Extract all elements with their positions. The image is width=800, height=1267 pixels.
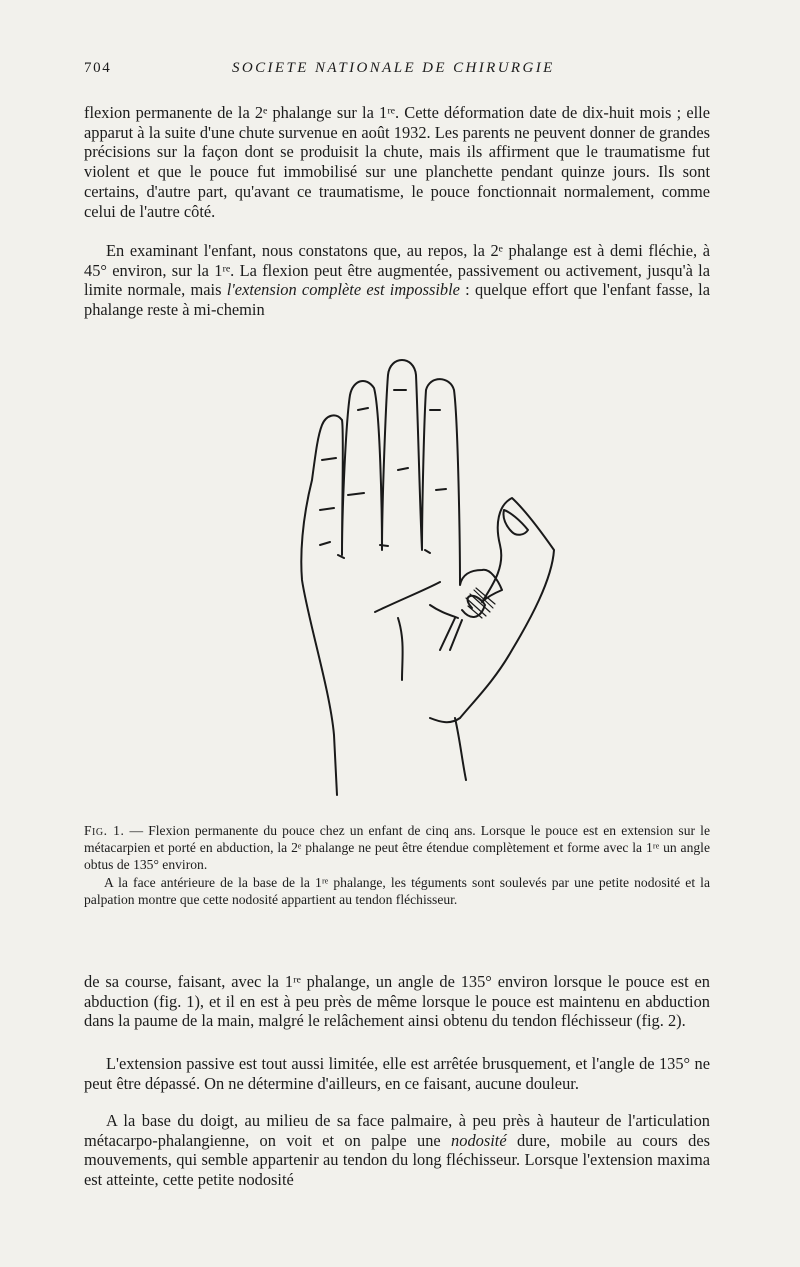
paragraph-2-emphasis: l'extension complète est impossible <box>226 280 460 300</box>
paragraph-5-text-b: dure, mobile au cours des mouvements, qui semble appartenir au tendon du long fléchisseur. Lorsque l'extension maxima est atteinte, cette petite nodosité <box>84 1130 711 1190</box>
hand-drawing <box>290 350 570 800</box>
palm-lines <box>375 582 485 680</box>
caption-label: Fig. 1. <box>84 823 125 838</box>
caption-text-1: — Flexion permanente du pouce chez un enfant de cinq ans. Lorsque le pouce est en extension sur le métacarpien et porté en abduction, la 2ᵉ phalange ne peut être étendue complètement et forme avec la 1ʳᵉ un angle obtus de 135° environ. <box>84 823 710 873</box>
page-number: 704 <box>84 60 112 76</box>
figure-caption <box>84 822 710 908</box>
paragraph-3: de sa course, faisant, avec la 1ʳᵉ phalange, un angle de 135° environ lorsque le pouce est en abduction (fig. 1), et il en est à peu près de même lorsque le pouce est maintenu en abduction dans la paume de la main, malgré le relâchement ainsi obtenu du tendon fléchisseur (fig. 2). <box>84 972 710 1031</box>
paragraph-5-text-a: A la base du doigt, au milieu de sa face palmaire, à peu près à hauteur de l'articulation métacarpo-phalangienne, on voit et on palpe une <box>84 1111 710 1150</box>
hand-outline <box>301 360 554 795</box>
thumb-nail <box>503 510 528 535</box>
paragraph-4: L'extension passive est tout aussi limitée, elle est arrêtée brusquement, et l'angle de 135° ne peut être dépassé. On ne détermine d'ailleurs, en ce faisant, aucune douleur. <box>84 1054 710 1093</box>
paragraph-5-emphasis: nodosité <box>451 1130 507 1150</box>
journal-title: SOCIETE NATIONALE DE CHIRURGIE <box>232 60 555 76</box>
wrist-edge <box>455 718 466 780</box>
running-head <box>84 60 710 82</box>
paragraph-2-text-b: : quelque effort que l'enfant fasse, la phalange reste à mi-chemin <box>84 280 710 320</box>
caption-second: A la face antérieure de la base de la 1ʳᵉ phalange, les téguments sont soulevés par une petite nodosité et la palpation montre que cette nodosité appartient au tendon fléchisseur. <box>84 874 710 907</box>
paragraph-1: flexion permanente de la 2ᵉ phalange sur la 1ʳᵉ. Cette déformation date de dix-huit mois ; elle apparut à la suite d'une chute survenue en août 1932. Les parents ne peuvent donner de grandes précisions sur la façon dont se produisit la chute, mais ils affirment que le traumatisme fut violent et que le pouce fut immobilisé sur une planchette pendant quinze jours. Ils sont certains, d'autre part, qu'avant ce traumatisme, le pouce fonctionnait normalement, comme celui de l'autre côté. <box>84 103 710 221</box>
paragraph-2 <box>84 241 710 320</box>
hand-figure <box>290 350 570 800</box>
paragraph-5 <box>84 1111 710 1190</box>
paragraph-2-text-a: En examinant l'enfant, nous constatons que, au repos, la 2ᵉ phalange est à demi fléchie, à 45° environ, sur la 1ʳᵉ. La flexion peut être augmentée, passivement ou activement, jusqu'à la limite normale, mais <box>84 241 710 300</box>
caption-first <box>84 822 710 874</box>
